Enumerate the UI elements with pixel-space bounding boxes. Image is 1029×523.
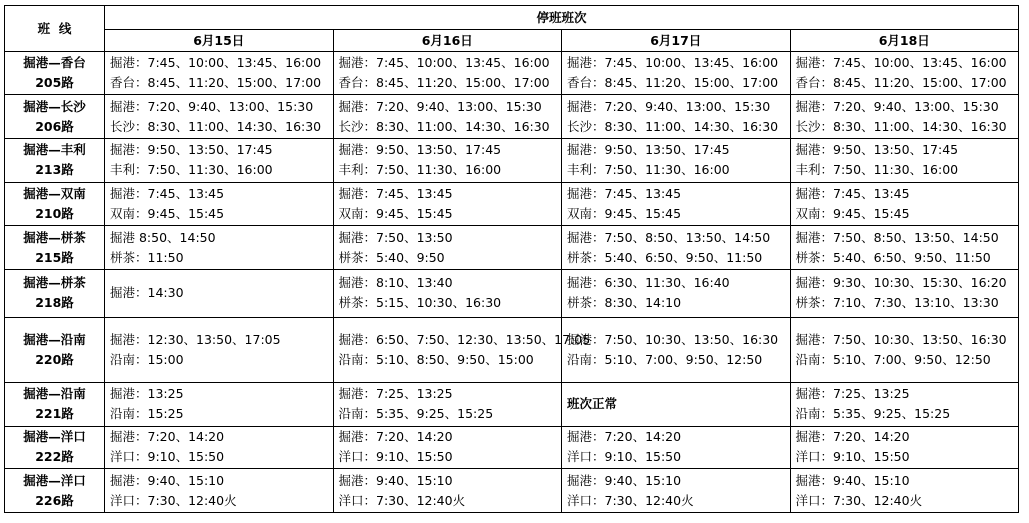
schedule-line: 班次正常 [567,396,618,412]
schedule-cell [562,317,791,382]
date-header: 6月15日 [105,29,334,51]
schedule-line: 香台：8:45、11:20、15:00、17:00 [338,75,550,91]
schedule-cell [790,138,1019,182]
schedule-line: 掘港：7:50、13:50 [338,229,453,245]
schedule-line: 沿南：5:35、9:25、15:25 [338,406,494,422]
route-number: 205路 [35,75,74,91]
route-name: 掘港—沿南 [23,331,86,347]
schedule-cell [562,269,791,317]
schedule-cell [790,51,1019,95]
schedule-line: 掘港：13:25 [110,386,184,402]
schedule-line: 沿南：5:10、7:00、9:50、12:50 [795,351,991,367]
schedule-line: 掘港：14:30 [110,285,184,301]
schedule-line: 掘港：7:45、10:00、13:45、16:00 [338,55,550,71]
schedule-cell [790,469,1019,513]
schedule-cell [562,182,791,226]
schedule-line: 掘港：7:45、13:45 [338,185,453,201]
schedule-line: 掘港：7:50、10:30、13:50、16:30 [795,331,1007,347]
schedule-cell [562,426,791,469]
schedule-cell [562,138,791,182]
route-name: 掘港—双南 [23,185,86,201]
schedule-line: 掘港：9:40、15:10 [567,472,682,488]
schedule-cell [333,269,562,317]
schedule-line: 掘港：9:50、13:50、17:45 [110,142,273,158]
schedule-cell [790,383,1019,427]
route-name: 掘港—丰利 [23,142,86,158]
schedule-cell [333,95,562,139]
schedule-line: 掘港 8:50、14:50 [110,229,216,245]
schedule-line: 双南：9:45、15:45 [795,205,910,221]
route-name: 掘港—沿南 [23,386,86,402]
schedule-cell [333,469,562,513]
header-row-top [5,6,1019,30]
route-name-cell [5,269,105,317]
schedule-cell [333,138,562,182]
schedule-line: 长沙：8:30、11:00、14:30、16:30 [110,118,322,134]
route-row [5,469,1019,513]
route-name-cell [5,95,105,139]
schedule-cell [105,138,334,182]
schedule-line: 栟茶：5:40、6:50、9:50、11:50 [567,249,763,265]
route-name: 掘港—洋口 [23,472,86,488]
route-name-cell [5,469,105,513]
schedule-line: 掘港：9:50、13:50、17:45 [567,142,730,158]
route-row [5,182,1019,226]
schedule-line: 掘港：7:20、9:40、13:00、15:30 [338,98,542,114]
schedule-line: 掘港：7:25、13:25 [795,386,910,402]
schedule-line: 掘港：8:10、13:40 [338,275,453,291]
schedule-line: 长沙：8:30、11:00、14:30、16:30 [567,118,779,134]
schedule-line: 掘港：7:45、13:45 [567,185,682,201]
schedule-line: 双南：9:45、15:45 [110,205,225,221]
schedule-line: 香台：8:45、11:20、15:00、17:00 [795,75,1007,91]
schedule-line: 洋口：7:30、12:40火 [338,492,466,508]
route-row [5,51,1019,95]
route-name: 掘港—栟茶 [23,229,86,245]
route-number: 218路 [35,295,74,311]
schedule-cell [333,226,562,270]
schedule-cell [105,51,334,95]
schedule-cell [790,269,1019,317]
schedule-line: 掘港：7:45、13:45 [110,185,225,201]
schedule-line: 掘港：7:20、9:40、13:00、15:30 [567,98,771,114]
schedule-line: 掘港：9:30、10:30、15:30、16:20 [795,275,1007,291]
schedule-cell [562,469,791,513]
schedule-cell [105,426,334,469]
schedule-cell [790,182,1019,226]
schedule-line: 双南：9:45、15:45 [338,205,453,221]
schedule-line: 掘港：7:20、9:40、13:00、15:30 [110,98,314,114]
schedule-line: 丰利：7:50、11:30、16:00 [338,162,502,178]
schedule-line: 掘港：7:20、9:40、13:00、15:30 [795,98,999,114]
schedule-line: 掘港：7:45、10:00、13:45、16:00 [110,55,322,71]
route-row [5,269,1019,317]
header-row-dates [5,29,1019,51]
schedule-line: 掘港：7:50、8:50、13:50、14:50 [795,229,999,245]
schedule-line: 掘港：6:30、11:30、16:40 [567,275,730,291]
route-name-cell [5,182,105,226]
schedule-line: 掘港：7:20、14:20 [795,429,910,445]
schedule-cell [333,426,562,469]
schedule-line: 栟茶：5:40、9:50 [338,249,445,265]
schedule-cell [105,226,334,270]
route-number: 206路 [35,118,74,134]
date-header: 6月16日 [333,29,562,51]
stopped-trips-header: 停班班次 [105,6,1019,30]
date-header: 6月18日 [790,29,1019,51]
schedule-line: 掘港：9:50、13:50、17:45 [338,142,502,158]
schedule-line: 洋口：9:10、15:50 [110,449,225,465]
schedule-cell [105,95,334,139]
schedule-line: 掘港：9:50、13:50、17:45 [795,142,959,158]
schedule-line: 长沙：8:30、11:00、14:30、16:30 [795,118,1007,134]
schedule-cell [105,317,334,382]
route-number: 213路 [35,162,74,178]
route-name: 掘港—洋口 [23,429,86,445]
schedule-line: 洋口：9:10、15:50 [567,449,682,465]
route-number: 226路 [35,492,74,508]
schedule-line: 洋口：7:30、12:40火 [110,492,237,508]
schedule-line: 洋口：7:30、12:40火 [795,492,923,508]
schedule-cell [562,383,791,427]
schedule-line: 栟茶：5:15、10:30、16:30 [338,295,502,311]
schedule-line: 栟茶：8:30、14:10 [567,295,682,311]
schedule-cell [790,226,1019,270]
schedule-line: 沿南：5:10、8:50、9:50、15:00 [338,351,534,367]
schedule-line: 掘港：7:50、8:50、13:50、14:50 [567,229,771,245]
schedule-cell [105,383,334,427]
schedule-cell [562,95,791,139]
route-number: 222路 [35,449,74,465]
schedule-cell [333,317,591,382]
schedule-cell [333,51,562,95]
schedule-line: 沿南：15:25 [110,406,184,422]
schedule-cell [105,469,334,513]
schedule-line: 香台：8:45、11:20、15:00、17:00 [567,75,779,91]
route-row [5,317,1019,382]
route-name-cell [5,51,105,95]
schedule-cell [790,95,1019,139]
schedule-line: 掘港：7:45、13:45 [795,185,910,201]
schedule-line: 栟茶：11:50 [110,249,184,265]
schedule-line: 掘港：12:30、13:50、17:05 [110,331,281,347]
schedule-line: 双南：9:45、15:45 [567,205,682,221]
route-number: 221路 [35,406,74,422]
schedule-line: 掘港：9:40、15:10 [110,472,225,488]
schedule-line: 丰利：7:50、11:30、16:00 [567,162,730,178]
schedule-line: 掘港：6:50、7:50、12:30、13:50、17:05 [338,331,591,347]
schedule-cell [333,182,562,226]
schedule-cell [562,51,791,95]
route-row [5,138,1019,182]
route-name-cell [5,383,105,427]
schedule-line: 掘港：9:40、15:10 [795,472,910,488]
schedule-line: 沿南：5:10、7:00、9:50、12:50 [567,351,763,367]
route-column-header: 班 线 [5,6,105,52]
schedule-line: 掘港：7:20、14:20 [567,429,682,445]
route-name: 掘港—香台 [23,55,86,71]
schedule-line: 沿南：5:35、9:25、15:25 [795,406,951,422]
schedule-line: 沿南：15:00 [110,351,184,367]
route-name: 掘港—长沙 [23,98,86,114]
schedule-cell [562,226,791,270]
route-name: 掘港—栟茶 [23,275,86,291]
schedule-line: 香台：8:45、11:20、15:00、17:00 [110,75,322,91]
schedule-line: 掘港：7:50、10:30、13:50、16:30 [567,331,779,347]
schedule-line: 掘港：7:20、14:20 [110,429,225,445]
route-name-cell [5,138,105,182]
schedule-line: 掘港：7:45、10:00、13:45、16:00 [567,55,779,71]
route-row [5,95,1019,139]
route-row [5,426,1019,469]
schedule-cell [790,426,1019,469]
route-row [5,383,1019,427]
schedule-line: 栟茶：7:10、7:30、13:10、13:30 [795,295,999,311]
schedule-line: 洋口：9:10、15:50 [338,449,453,465]
schedule-line: 掘港：9:40、15:10 [338,472,453,488]
schedule-table [4,5,1019,513]
route-name-cell [5,317,105,382]
route-name-cell [5,426,105,469]
schedule-line: 掘港：7:45、10:00、13:45、16:00 [795,55,1007,71]
schedule-cell [105,182,334,226]
date-header: 6月17日 [562,29,791,51]
schedule-line: 洋口：7:30、12:40火 [567,492,694,508]
schedule-line: 长沙：8:30、11:00、14:30、16:30 [338,118,550,134]
schedule-line: 掘港：7:20、14:20 [338,429,453,445]
route-row [5,226,1019,270]
schedule-cell [105,269,334,317]
route-number: 210路 [35,205,74,221]
schedule-line: 丰利：7:50、11:30、16:00 [795,162,959,178]
schedule-line: 洋口：9:10、15:50 [795,449,910,465]
schedule-cell [333,383,562,427]
schedule-line: 栟茶：5:40、6:50、9:50、11:50 [795,249,991,265]
route-name-cell [5,226,105,270]
route-number: 220路 [35,351,74,367]
schedule-line: 丰利：7:50、11:30、16:00 [110,162,273,178]
route-number: 215路 [35,249,74,265]
schedule-cell [790,317,1019,382]
schedule-line: 掘港：7:25、13:25 [338,386,453,402]
